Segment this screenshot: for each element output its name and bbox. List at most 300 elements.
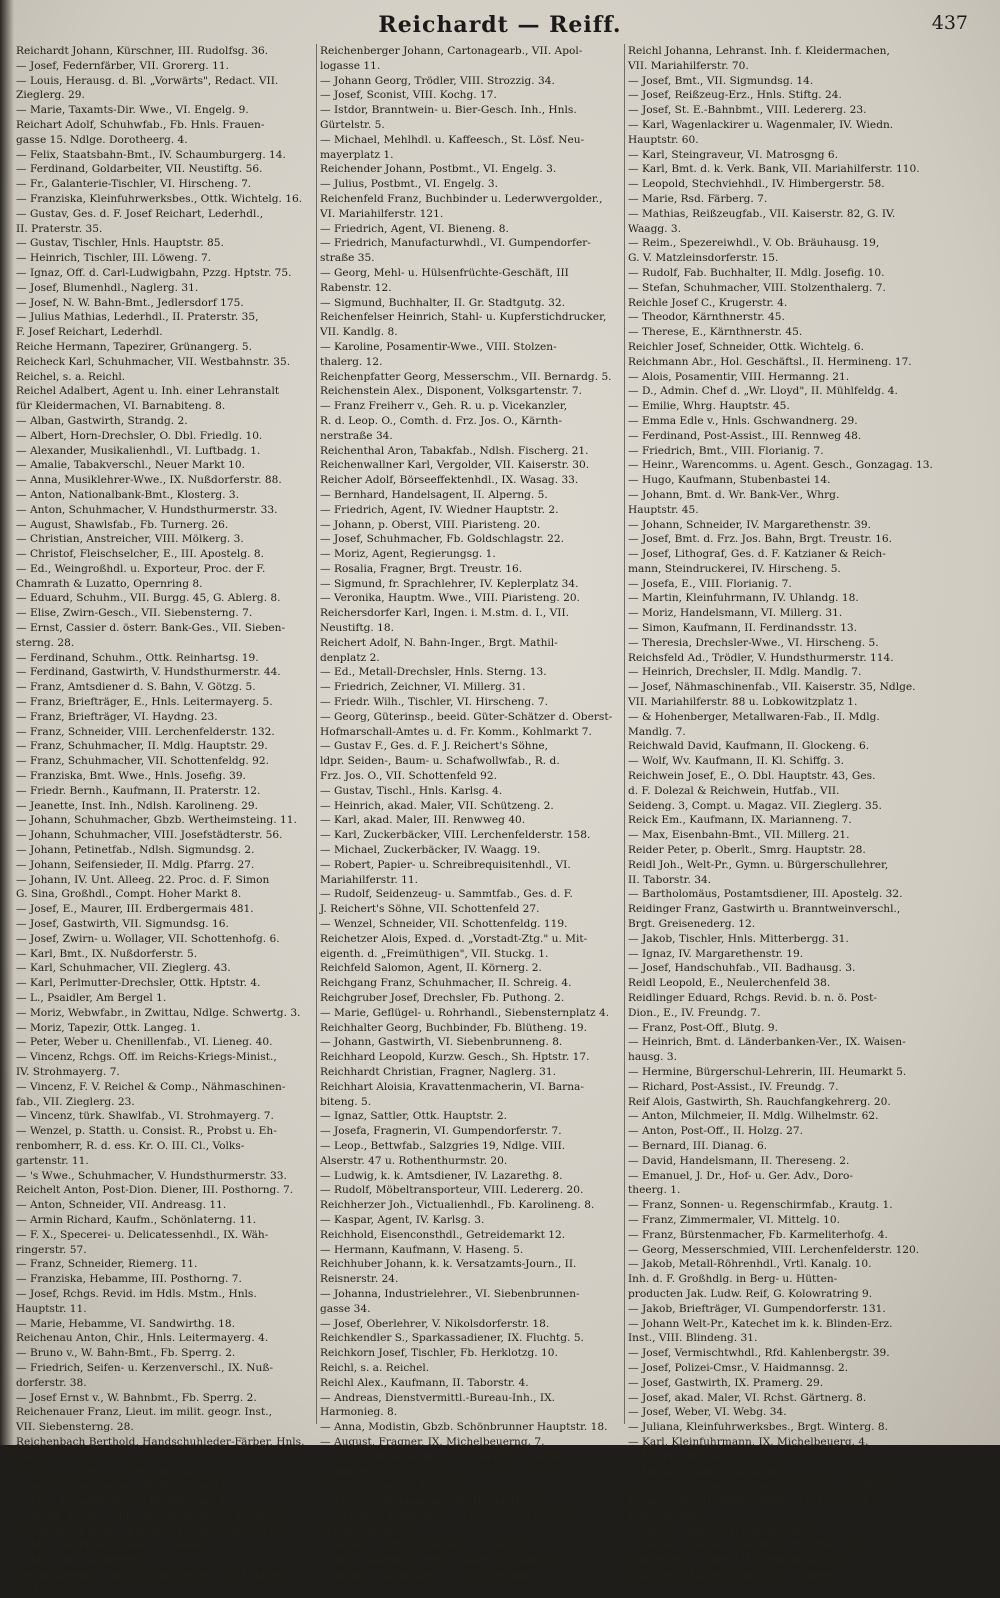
directory-entry-line: — Christof, Fleischselcher, E., III. Apostelg. 8. xyxy=(16,548,264,561)
directory-entry-line: — Rosalia, Fragner, Brgt. Treustr. 16. xyxy=(320,562,523,575)
directory-entry-line: — Michael, Zuckerbäcker, IV. Waagg. 19. xyxy=(320,844,541,857)
directory-entry-line: VII. Mariahilferstr. 88 u. Lobkowitzplatz 1. xyxy=(628,696,858,709)
directory-entry-line: — Rudolf, Ingen., IV. Karolineng. 28. xyxy=(628,1524,825,1537)
directory-entry-line: Reichler Josef, Schneider, Ottk. Wichtelg. 6. xyxy=(628,340,865,353)
directory-entry-line: Reichenpfatter Georg, Messerschm., VII. Bernardg. 5. xyxy=(320,370,612,383)
directory-entry-line: — Johann, Gastwirth, VI. Siebenbrunneng. 8. xyxy=(320,1036,563,1049)
directory-entry-line: gasse 15. Ndlge. Dorotheerg. 4. xyxy=(16,133,188,146)
directory-entry-line: — Michael, Handelsmann, Graben 31. xyxy=(16,1539,221,1552)
directory-entry-line: — Emma Edle v., Hnls. Gschwandnerg. 29. xyxy=(628,414,858,427)
directory-entry-line: Reichel, s. a. Reichl. xyxy=(16,370,126,383)
directory-entry-line: Reidl Leopold, E., Neulerchenfeld 38. xyxy=(628,977,831,990)
directory-entry-line: — Wenzel, p. Statth. u. Consist. R., Probst u. Eh- xyxy=(16,1125,277,1138)
directory-entry-line: biteng. 5. xyxy=(320,1095,372,1108)
directory-entry-line: — Moriz, Kanzlist, Gonzagag. 11. xyxy=(628,1465,807,1478)
directory-entry-line: Reichenberg Heinr., Kaufm., IV. Schleismühlg. 16. xyxy=(16,1524,286,1537)
directory-entry-line: Rabenstr. 12. xyxy=(320,281,392,294)
directory-entry-line: Hauptstr. 11. xyxy=(16,1302,87,1315)
directory-entry-line: mann, Steindruckerei, IV. Hirscheng. 5. xyxy=(628,562,841,575)
directory-entry-line: — Franziska, Kleinfuhrwerksbes., Ottk. Wichtelg. 16. xyxy=(16,192,303,205)
directory-entry-line: sterng. 28. xyxy=(16,636,75,649)
directory-entry-line: — Karl, Wagenlackirer u. Wagenmaler, IV. Wiedn. xyxy=(628,118,894,131)
directory-entry-line: — Ignaz, IV. Margarethenstr. 19. xyxy=(628,947,804,960)
directory-entry-line: — Josef, Bmt., VII. Sigmundsg. 14. xyxy=(628,74,814,87)
directory-entry-line: Chamrath & Luzatto, Opernring 8. xyxy=(16,577,203,590)
directory-entry-line: — Wenzel, Schneider, VII. Schottenfeldg. 119. xyxy=(320,918,568,931)
directory-entry-line: — Franz, Schuhmacher, Sh. Hauptstr. 31. xyxy=(320,1495,543,1508)
directory-entry-line: — Georg, Messerschmied, VIII. Lerchenfelderstr. 120. xyxy=(628,1243,920,1256)
directory-entry-line: Reif Alois, Gastwirth, Sh. Rauchfangkehrerg. 20. xyxy=(628,1095,891,1108)
directory-entry-line: II. Taborstr. 34. xyxy=(628,873,712,886)
directory-entry-line: — Jeanette, Inst. Inh., Ndlsh. Karolineng. 29. xyxy=(16,799,258,812)
directory-entry-line: — Friedrich, Seifen- u. Kerzenverschl., IX. Nuß- xyxy=(16,1361,274,1374)
directory-entry-line: — Julius, Postbmt., VI. Engelg. 3. xyxy=(320,178,498,191)
directory-entry-line: — Moriz, Tapezir, Ottk. Langeg. 1. xyxy=(16,1021,201,1034)
directory-entry-line: F. Josef Reichart, Lederhdl. xyxy=(16,326,163,339)
directory-entry-line: — Rosa F., Sonnen- u. Regenschirmfab., IV. Wiedn. xyxy=(628,1480,901,1493)
directory-entry-line: IV. Strohmayerg. 7. xyxy=(16,1065,120,1078)
directory-entry-line: Reisnerstr. 24. xyxy=(320,1273,399,1286)
directory-entry-line: — Alexander, Musikalienhdl., VI. Luftbadg. 1. xyxy=(16,444,261,457)
directory-entry-line: — Karl, Bmt., IX. Nußdorferstr. 5. xyxy=(16,947,198,960)
directory-entry-line: Reichart Adolf, Schuhwfab., Fb. Hnls. Frauen- xyxy=(16,118,265,131)
directory-entry-line: — Josef, Polizei-Cmsr., V. Haidmannsg. 2. xyxy=(628,1361,849,1374)
directory-entry-line: — 's Wwe., Schuhmacher, V. Hundsthurmerstr. 33. xyxy=(16,1169,287,1182)
directory-entry-line: Reichenberger Johann, Cartonagearb., VII. Apol- xyxy=(320,45,583,57)
directory-entry-line: — Anton, Schneider, VII. Andreasg. 11. xyxy=(16,1199,227,1212)
directory-entry-line: — Anton, Post-Off., II. Holzg. 27. xyxy=(628,1125,803,1138)
directory-entry-line: producten Jak. Ludw. Reif, G. Kolowratring 9. xyxy=(628,1287,873,1300)
directory-entry-line: — Joh., Wagenlackirer u. Maler, III. Salmg. 5. xyxy=(320,1554,564,1567)
directory-entry-line: Waagg. 3. xyxy=(628,222,682,235)
directory-entry-line: Mariahilferstr. 11. xyxy=(320,873,418,886)
directory-entry-line: Hauptstr. 60. xyxy=(320,1465,391,1478)
directory-entry-line: denplatz 2. xyxy=(320,651,380,664)
directory-entry-line: Reichenberger Franz, Branntweinerz., N. Lchf. verl. xyxy=(16,1569,297,1582)
directory-entry-line: — Juliana, Kleinfuhrwerksbes., Brgt. Winterg. 8. xyxy=(628,1421,889,1434)
directory-entry-line: — Heinrich, Bmt. d. Länderbanken-Ver., IX. Waisen- xyxy=(628,1036,906,1049)
directory-entry-line: Reichgang Franz, Schuhmacher, II. Schreig. 4. xyxy=(320,977,572,990)
column-rule xyxy=(316,44,317,1424)
directory-entry-line: — Mathias, Reißzeugfab., VII. Kaiserstr. 82, G. IV. xyxy=(628,207,896,220)
directory-entry-line: — Johanna, Industrielehrer., VI. Siebenbrunnen- xyxy=(320,1287,580,1300)
directory-entry-line: — Fr., Galanterie-Tischler, VI. Hirscheng. 7. xyxy=(16,178,252,191)
directory-entry-line: Zinkg. 289. xyxy=(16,1583,78,1596)
directory-entry-line: — Alban, Gastwirth, Strandg. 2. xyxy=(16,414,188,427)
directory-entry-line: — Josef, St. E.-Bahnbmt., VIII. Ledererg. 23. xyxy=(628,104,867,117)
directory-entry-line: — Josef, Federnfärber, VII. Grorerg. 11. xyxy=(16,59,229,72)
directory-entry-line: — Rudolf, Möbeltransporteur, VIII. Ledererg. 20. xyxy=(320,1184,584,1197)
directory-entry-line: — Josef, Oberlehrer, V. Nikolsdorferstr. 18. xyxy=(320,1317,550,1330)
directory-entry-line: — Friedrich, Manufacturwhdl., VI. Gumpendorfer- xyxy=(320,237,591,250)
directory-entry-line: — Franziska, Bmt. Wwe., Hnls. Josefig. 39. xyxy=(16,770,246,783)
directory-entry-line: Reichenfelser Heinrich, Stahl- u. Kupferstichdrucker, xyxy=(320,311,607,324)
directory-entry-line: — Josef Ernst v., W. Bahnbmt., Fb. Sperrg. 2. xyxy=(16,1391,257,1404)
directory-entry-line: — Johann, Zimmerputzer, IV. Goldeggg. 28. xyxy=(320,1569,553,1582)
directory-entry-line: — Istdor, Branntwein- u. Bier-Gesch. Inh., Hnls. xyxy=(320,104,577,117)
directory-entry-line: — Anton, Nationalbank-Bmt., Klosterg. 3. xyxy=(16,488,240,501)
directory-entry-line: — Josef, Sconist, VIII. Kochg. 17. xyxy=(320,89,497,102)
directory-entry-line: Reichkendler S., Sparkassadiener, IX. Fluchtg. 5. xyxy=(320,1332,584,1345)
directory-entry-line: — Marie, Geflügel- u. Rohrhandl., Siebensternplatz 4. xyxy=(320,1006,610,1019)
directory-entry-line: — Josef, Zwirn- u. Wollager, VII. Schottenhofg. 6. xyxy=(16,932,280,945)
directory-entry-line: — Andreas, Dienstvermittl.-Bureau-Inh., IX. xyxy=(320,1391,555,1404)
directory-entry-line: — Vincenz, türk. Shawlfab., VI. Strohmayerg. 7. xyxy=(16,1110,274,1123)
directory-entry-line: — Stefan, Schuhmacher, VIII. Stolzenthalerg. 7. xyxy=(628,281,886,294)
directory-entry-line: — Ignaz, Sattler, Ottk. Hauptstr. 2. xyxy=(320,1110,507,1123)
directory-entry-line: — Josef, Schuhmacher, IX. Wieseng. 15. xyxy=(16,1480,230,1493)
directory-entry-line: Inh. d. F. Großhdlg. in Berg- u. Hütten- xyxy=(628,1273,838,1286)
directory-entry-line: Reichsfeld Ad., Trödler, V. Hundsthurmerstr. 114. xyxy=(628,651,894,664)
directory-entry-line: — Richard, Post-Assist., IV. Freundg. 7. xyxy=(628,1080,839,1093)
directory-entry-line: — Ed., Metall-Drechsler, Hnls. Sterng. 13. xyxy=(320,666,547,679)
page-number: 437 xyxy=(931,12,968,34)
directory-entry-line: — Franz, Briefträger, VI. Haydng. 23. xyxy=(16,710,218,723)
directory-entry-line: — Johann, p. Oberst, VIII. Piaristeng. 20. xyxy=(320,518,541,531)
directory-entry-line: — Franz, Amtsdiener d. S. Bahn, V. Götzg. 5. xyxy=(16,681,256,694)
directory-entry-line: — Moriz, Webwfabr., in Zwittau, Ndlge. Schwertg. 3. xyxy=(16,1006,301,1019)
directory-entry-line: — Veronika, Hauptm. Wwe., VIII. Piaristeng. 20. xyxy=(320,592,580,605)
directory-entry-line: Reidl Joh., Welt-Pr., Gymn. u. Bürgerschullehrer, xyxy=(628,858,889,871)
directory-entry-line: — Josef, Gastwirth, VII. Sigmundsg. 16. xyxy=(16,918,229,931)
directory-entry-line: — Friedrich, Bmt., VIII. Florianig. 7. xyxy=(628,444,824,457)
directory-entry-line: Sackg. 15. xyxy=(16,1450,73,1463)
directory-entry-line: — Karl, Postamtsdiener, IX. Wieseng. 15. xyxy=(16,1495,237,1508)
directory-entry-line: — Sigmund, Buchhalter, II. Gr. Stadtgutg. 32. xyxy=(320,296,565,309)
directory-entry-line: — Franz, Wagenlackirer u. Maler, IV. Wiedner xyxy=(320,1450,567,1463)
directory-entry-line: Zieglerg. 29. xyxy=(16,89,85,102)
directory-entry-line: — Josef, E., Maurer, III. Erdbergermais 481. xyxy=(16,903,254,916)
directory-entry-line: Reichhard Leopold, Kurzw. Gesch., Sh. Hptstr. 17. xyxy=(320,1051,590,1064)
directory-entry-line: — Emilie, Whrg. Hauptstr. 45. xyxy=(628,400,790,413)
directory-entry-line: hausg. 3. xyxy=(628,1051,678,1064)
directory-entry-line: — Anna, Modistin, Gbzb. Schönbrunner Hauptstr. 18. xyxy=(320,1421,608,1434)
directory-entry-line: — Franz, Schneider, VIII. Lerchenfelderstr. 132. xyxy=(16,725,275,738)
directory-entry-line: — Heinrich, akad. Maler, VII. Schützeng. 2. xyxy=(320,799,554,812)
directory-entry-line: — Josef, Lithograf, Ges. d. F. Katzianer & Reich- xyxy=(628,548,886,561)
directory-entry-line: — Hermine, Bürgerschul-Lehrerin, III. Heumarkt 5. xyxy=(628,1065,907,1078)
directory-entry-line: Reick Em., Kaufmann, IX. Marianneng. 7. xyxy=(628,814,852,827)
directory-entry-line: Reichwein Josef, E., O. Dbl. Hauptstr. 43, Ges. xyxy=(628,770,876,783)
directory-entry-line: Hauptstr. 60. xyxy=(628,133,699,146)
directory-entry-line: — Johann Welt-Pr., Katechet im k. k. Blinden-Erz. xyxy=(628,1317,893,1330)
directory-entry-line: — Josefa, Fragnerin, VI. Gumpendorferstr. 7. xyxy=(320,1125,562,1138)
directory-entry-line: Frz. Jos. O., VII. Schottenfeld 92. xyxy=(320,770,498,783)
directory-entry-line: Reichle Josef C., Krugerstr. 4. xyxy=(628,296,788,309)
directory-entry-line: — Josef, Schuhmacher, Fb. Goldschlagstr. 22. xyxy=(320,533,564,546)
directory-entry-line: — Emanuel, J. Dr., Hof- u. Ger. Adv., Doro- xyxy=(628,1169,853,1182)
directory-entry-line: — Josef, Nähmaschinenfab., VII. Kaiserstr. 35, Ndlge. xyxy=(628,681,916,694)
directory-entry-line: — Josef, Vermischtwhdl., Rfd. Kahlenbergstr. 39. xyxy=(628,1347,890,1360)
directory-entry-line: — Josef, Weber, VI. Webg. 34. xyxy=(628,1406,787,1419)
directory-entry-line: G. Sina, Großhdl., Compt. Hoher Markt 8. xyxy=(16,888,242,901)
directory-entry-line: — Heinrich, Kaufmann, V. Franzensg. 17, G. IV. xyxy=(320,1509,574,1522)
directory-entry-line: — Ed., Weingroßhdl. u. Exporteur, Proc. der F. xyxy=(16,562,266,575)
column-3 xyxy=(628,44,968,1582)
directory-entry-line: — Heinrich, Drechsler, II. Mdlg. Mandlg. 7. xyxy=(628,666,862,679)
directory-entry-line: Reichfeld Salomon, Agent, II. Körnerg. 2. xyxy=(320,962,542,975)
directory-entry-line: Reichenauer Franz, Lieut. im milit. geogr. Inst., xyxy=(16,1406,272,1419)
directory-entry-line: Reichwald David, Kaufmann, II. Glockeng. 6. xyxy=(628,740,870,753)
directory-entry-line: — Franz Freiherr v., Geh. R. u. p. Vicekanzler, xyxy=(320,400,568,413)
page-title: Reichardt — Reiff. xyxy=(378,12,622,38)
directory-entry-line: — & Hohenberger, Metallwaren-Fab., II. Mdlg. xyxy=(628,710,880,723)
directory-entry-line: — Franz, Bürstenmacher, Fb. Karmeliterhofg. 4. xyxy=(628,1228,888,1241)
directory-entry-line: VII. Mariahilferstr. 70. xyxy=(628,59,749,72)
directory-entry-line: — Johann, Schuhmacher, VIII. Josefstädterstr. 56. xyxy=(16,829,283,842)
directory-entry-line: Reichl Johanna, Lehranst. Inh. f. Kleidermachen, xyxy=(628,45,890,57)
directory-entry-line: — Bartholomäus, Postamtsdiener, III. Apostelg. 32. xyxy=(628,888,903,901)
directory-entry-line: — Julius Mathias, Lederhdl., II. Praterstr. 35, xyxy=(16,311,259,324)
directory-entry-line: Reiff Betti, Kinder-Confection, Seilerg. 7. xyxy=(628,1569,850,1582)
scan-edge-shadow xyxy=(0,0,14,1445)
directory-entry-line: — Felix, Staatsbahn-Bmt., IV. Schaumburgerg. 14. xyxy=(16,148,286,161)
directory-entry-line: Reichl Alex., Kaufmann, II. Taborstr. 4. xyxy=(320,1376,529,1389)
directory-entry-line: — Johann, Vermischtwhdl., V. Grüng. 22. xyxy=(320,1539,539,1552)
directory-entry-line: Reichenstein Alex., Disponent, Volksgartenstr. 7. xyxy=(320,385,583,398)
directory-entry-line: — Vincenz, F. V. Reichel & Comp., Nähmaschinen- xyxy=(16,1080,286,1093)
directory-entry-line: — Karl, Steingraveur, VI. Matrosgng 6. xyxy=(628,148,838,161)
directory-entry-line: — L., Psaidler, Am Bergel 1. xyxy=(16,992,167,1004)
directory-entry-line: — Ferdinand, Gastwirth, V. Hundsthurmerstr. 44. xyxy=(16,666,281,679)
directory-entry-line: — Franz, Schuhmacher, II. Mdlg. Hauptstr. 29. xyxy=(16,740,268,753)
directory-entry-line: Reicheck Karl, Schuhmacher, VII. Westbahnstr. 35. xyxy=(16,355,291,368)
directory-entry-line: — Moriz, Handelsmann, VI. Millerg. 31. xyxy=(628,607,843,620)
directory-entry-line: — Rudolf, Fab. Buchhalter, II. Mdlg. Josefig. 10. xyxy=(628,266,885,279)
directory-entry-line: mayerplatz 1. xyxy=(320,148,394,161)
directory-entry-line: Reichmann Abr., Hol. Geschäftsl., II. Hermineng. 17. xyxy=(628,355,912,368)
directory-entry-line: Reichhardt Christian, Fragner, Naglerg. 31. xyxy=(320,1065,557,1078)
page-header xyxy=(0,6,1000,46)
directory-entry-line: — Reinh. Freih. v., Ph. Dr., Chemiker, IV. Karlsg. 5. xyxy=(16,1509,289,1522)
directory-entry-line: — Josef, Reißzeug-Erz., Hnls. Stiftg. 24. xyxy=(628,89,842,102)
directory-entry-line: — Peter, Weber u. Chenillenfab., VI. Lieneg. 40. xyxy=(16,1036,273,1049)
directory-entry-line: — Karl, Kleinfuhrmann, IX. Michelbeuerg. 4. xyxy=(628,1435,869,1448)
directory-entry-line: — Gustav, Tischl., Hnls. Karlsg. 4. xyxy=(320,784,503,797)
directory-entry-line: — Marie, Rsd. Färberg. 7. xyxy=(628,192,768,205)
directory-entry-line: — Moriz, Agent, Regierungsg. 1. xyxy=(320,548,496,561)
directory-entry-line: — David, Handelsmann, II. Thereseng. 2. xyxy=(628,1154,850,1167)
directory-entry-line: Reichenwallner Karl, Vergolder, VII. Kaiserstr. 30. xyxy=(320,459,590,472)
directory-entry-line: Margarethenstr. 6. xyxy=(320,1524,422,1537)
directory-entry-line: — Georg, Ingen., II. Novarag. 44. xyxy=(16,1465,196,1478)
directory-entry-line: — Georg, Mehl- u. Hülsenfrüchte-Geschäft, III xyxy=(320,266,569,279)
directory-entry-line: — Franz, Briefträger, E., Hnls. Leitermayerg. 5. xyxy=(16,696,273,709)
directory-entry-line: Alserstr. 47 u. Rothenthurmstr. 20. xyxy=(320,1154,508,1167)
directory-entry-line: VI. Mariahilferstr. 121. xyxy=(320,207,444,220)
directory-entry-line: — Bruno v., W. Bahn-Bmt., Fb. Sperrg. 2. xyxy=(16,1347,236,1360)
directory-entry-line: — Rudolf, Seidenzeug- u. Sammtfab., Ges. d. F. xyxy=(320,888,573,901)
directory-entry-line: — Wolf, Wv. Kaufmann, II. Kl. Schiffg. 3. xyxy=(628,755,844,768)
directory-entry-line: G. V. Matzleinsdorferstr. 15. xyxy=(628,252,779,265)
directory-entry-line: — Franz, Post-Off., Blutg. 9. xyxy=(628,1021,778,1034)
directory-entry-line: — Simon, Kaufmann, II. Ferdinandsstr. 13. xyxy=(628,622,858,635)
directory-entry-line: — Bernhard, Handelsagent, II. Alperng. 5. xyxy=(320,488,548,501)
directory-entry-line: Reichl, s. a. Reichel. xyxy=(320,1361,430,1374)
directory-entry-line: fab., VII. Zieglerg. 23. xyxy=(16,1095,135,1108)
directory-entry-line: — Ignaz, Off. d. Carl-Ludwigbahn, Pzzg. Hptstr. 75. xyxy=(16,266,292,279)
directory-entry-line: — Therese, E., Kärnthnerstr. 45. xyxy=(628,326,803,339)
directory-entry-line: Reichgruber Josef, Drechsler, Fb. Puthong. 2. xyxy=(320,992,565,1004)
directory-entry-line: — Josef, Handschuhfab., VII. Badhausg. 3. xyxy=(628,962,856,975)
directory-entry-line: — Gustav F., Ges. d. F. J. Reichert's Söhne, xyxy=(320,740,549,753)
directory-entry-line: — Ludwig, k. k. Amtsdiener, IV. Lazarethg. 8. xyxy=(320,1169,563,1182)
directory-entry-line: — Friedrich, Agent, VI. Bieneng. 8. xyxy=(320,222,509,235)
directory-entry-line: — Armin Richard, Kaufm., Schönlaterng. 11. xyxy=(16,1213,257,1226)
directory-entry-line: — Josef, Rchgs. Revid. im Hdls. Mstm., Hnls. xyxy=(16,1287,257,1300)
directory-entry-line: ringerstr. 57. xyxy=(16,1243,87,1256)
directory-entry-line: Reichardt Johann, Kürschner, III. Rudolfsg. 36. xyxy=(16,45,269,57)
directory-entry-line: — Jakob, Metall-Röhrenhdl., Vrtl. Kanalg. 10. xyxy=(628,1258,872,1271)
directory-entry-line: — Christian, Anstreicher, VIII. Mölkerg. 3. xyxy=(16,533,244,546)
directory-entry-line: Gürtelstr. 5. xyxy=(320,118,385,131)
directory-entry-line: — Johann Georg, Trödler, VIII. Strozzig. 34. xyxy=(320,74,555,87)
directory-entry-line: — Heinrich, Tischler, III. Löweng. 7. xyxy=(16,252,212,265)
directory-entry-line: Dion., E., IV. Freundg. 7. xyxy=(628,1006,761,1019)
directory-entry-line: gartenstr. 11. xyxy=(16,1154,89,1167)
directory-entry-line: — Josefa, E., VIII. Florianig. 7. xyxy=(628,577,792,590)
directory-entry-line: Brgt. Greisenederg. 12. xyxy=(628,918,756,931)
directory-entry-line: — Johann, Petinetfab., Ndlsh. Sigmundsg. 2. xyxy=(16,844,255,857)
directory-entry-line: d. F. Dolezal & Reichwein, Hutfab., VII. xyxy=(628,784,840,797)
directory-entry-line: Reichelt Anton, Post-Dion. Diener, III. Posthorng. 7. xyxy=(16,1184,294,1197)
directory-entry-line: Reicher Adolf, Börseeffektenhdl., IX. Wasag. 33. xyxy=(320,474,579,487)
directory-entry-line: Hauptstraße 81, Ndlge. Rothg. 19, Krautg. 2 u. xyxy=(628,1495,882,1508)
directory-entry-line: — Johann, IV. Unt. Alleeg. 22. Proc. d. F. Simon xyxy=(16,873,270,886)
directory-entry-line: — Franziska, Hebamme, III. Posthorng. 7. xyxy=(16,1273,242,1286)
directory-entry-line: — Johann, Schneider, IV. Margarethenstr. 39. xyxy=(628,518,872,531)
directory-entry-line: II. Praterstr. 35. xyxy=(16,222,103,235)
directory-entry-line: — Johann, Bmt. d. Wr. Bank-Ver., Whrg. xyxy=(628,488,840,501)
directory-entry-line: Inst., VIII. Blindeng. 31. xyxy=(628,1332,758,1345)
directory-entry-line: — Friedrich, Agent, IV. Wiedner Hauptstr. 2. xyxy=(320,503,559,516)
column-1 xyxy=(16,44,316,1596)
directory-entry-line: — Franz, Schuhmacher, VII. Schottenfeldg. 92. xyxy=(16,755,269,768)
directory-entry-line: — Ferdinand, Goldarbeiter, VII. Neustiftg. 56. xyxy=(16,163,263,176)
directory-entry-line: nerstraße 34. xyxy=(320,429,393,442)
directory-entry-line: Reichhuber Johann, k. k. Versatzamts-Journ., II. xyxy=(320,1258,577,1271)
directory-entry-line: Fleischmarkt 7. xyxy=(628,1509,713,1522)
directory-entry-line: Reidlinger Eduard, Rchgs. Revid. b. n. ö. Post- xyxy=(628,992,877,1004)
column-2 xyxy=(320,44,620,1582)
directory-entry-line: Reiche Hermann, Tapezirer, Grünangerg. 5. xyxy=(16,340,252,353)
directory-entry-line: Seideng. 3, Compt. u. Magaz. VII. Zieglerg. 35. xyxy=(628,799,882,812)
directory-entry-line: VII. Kandlg. 8. xyxy=(320,326,398,339)
directory-entry-line: Reichel Adalbert, Agent u. Inh. einer Lehranstalt xyxy=(16,385,280,398)
directory-entry-line: — Max, Eisenbahn-Bmt., VII. Millerg. 21. xyxy=(628,829,850,842)
directory-entry-line: ldpr. Seiden-, Baum- u. Schafwollwfab., R. d. xyxy=(320,755,560,768)
directory-entry-line: — Hermann, Kaufmann, V. Haseng. 5. xyxy=(320,1243,524,1256)
directory-entry-line: — Martin, Kleinfuhrmann, IV. Uhlandg. 18. xyxy=(628,592,859,605)
directory-entry-line: — Vincenz, Rchgs. Off. im Reichs-Kriegs-Minist., xyxy=(16,1051,277,1064)
directory-entry-line: straße 35. xyxy=(320,252,375,265)
directory-entry-line: Reichetzer Alois, Exped. d. „Vorstadt-Ztg." u. Mit- xyxy=(320,932,588,945)
directory-entry-line: — Josef, Bmt. d. Frz. Jos. Bahn, Brgt. Treustr. 16. xyxy=(628,533,892,546)
directory-entry-line: — Friedr. Wilh., Tischler, VI. Hirscheng. 7. xyxy=(320,696,548,709)
directory-entry-line: — Georg, Güterinsp., beeid. Güter-Schätzer d. Oberst- xyxy=(320,710,613,723)
directory-entry-line: — Leop., Bettwfab., Salzgries 19, Ndlge. VIII. xyxy=(320,1139,566,1152)
directory-entry-line: — Ferdinand, Post-Assist., III. Rennweg 48. xyxy=(628,429,862,442)
directory-entry-line: — Karoline, Posamentir-Wwe., VIII. Stolzen- xyxy=(320,340,557,353)
directory-entry-line: gasse 34. xyxy=(320,1302,371,1315)
directory-entry-line: — Franz, Zimmermaler, VI. Mittelg. 10. xyxy=(628,1213,840,1226)
directory-entry-line: — D., Admin. Chef d. „Wr. Lloyd", II. Mühlfeldg. 4. xyxy=(628,385,898,398)
directory-entry-line: — Josef, Blumenhdl., Naglerg. 31. xyxy=(16,281,199,294)
directory-entry-line: — Karl, akad. Maler, III. Renwweg 40. xyxy=(320,814,526,827)
directory-entry-line: — Josef, Gastwirth, IX. Pramerg. 29. xyxy=(628,1376,824,1389)
directory-entry-line: Reider Peter, p. Oberlt., Smrg. Hauptstr. 28. xyxy=(628,844,866,857)
directory-entry-line: Reiffer Felix, Ingen., II. Ferdinandstr. 31. xyxy=(628,1554,849,1567)
directory-entry-line: Reichenbach Berthold, Handschuhleder-Färber, Hnls. xyxy=(16,1435,305,1448)
directory-entry-line: Reichhart Aloisia, Kravattenmacherin, VI. Barna- xyxy=(320,1080,584,1093)
directory-entry-line: Reichhold, Eisenconsthdl., Getreidemarkt 12. xyxy=(320,1228,566,1241)
directory-entry-line: Hauptstr. 45. xyxy=(628,503,699,516)
directory-entry-line: — Friedrich, Zeichner, VI. Millerg. 31. xyxy=(320,681,526,694)
directory-entry-line: Reichherzer Joh., Victualienhdl., Fb. Karolineng. 8. xyxy=(320,1199,595,1212)
directory-entry-line: — Michael, Mehlhdl. u. Kaffeesch., St. Lösf. Neu- xyxy=(320,133,585,146)
directory-entry-line: — Johann, Seifensieder, II. Mdlg. Pfarrg. 27. xyxy=(16,858,255,871)
directory-entry-line: — Michael, VII. Breiteg. 7. xyxy=(16,1554,160,1567)
directory-entry-line: Reichhalter Georg, Buchbinder, Fb. Blütheng. 19. xyxy=(320,1021,588,1034)
directory-entry-line: — Gustav, Ges. d. F. Josef Reichart, Lederhdl., xyxy=(16,207,264,220)
directory-entry-line: — Hugo, Kaufmann, Stubenbastei 14. xyxy=(628,474,831,487)
directory-entry-line: — Marie, Taxamts-Dir. Wwe., VI. Engelg. 9. xyxy=(16,104,249,117)
directory-entry-line: eigenth. d. „Freimüthigen", VII. Stuckg. 1. xyxy=(320,947,549,960)
directory-entry-line: — Franz, Fragner, Wallnerstr. 7. xyxy=(320,1480,493,1493)
directory-entry-line: thalerg. 12. xyxy=(320,355,383,368)
directory-entry-line: — August, Fragner, IX. Michelbeuerng. 7. xyxy=(320,1435,545,1448)
directory-entry-line: — Albert, Horn-Drechsler, O. Dbl. Friedlg. 10. xyxy=(16,429,263,442)
directory-entry-line: — Gustav, Tischler, Hnls. Hauptstr. 85. xyxy=(16,237,224,250)
directory-entry-line: dorferstr. 38. xyxy=(16,1376,87,1389)
directory-entry-line: — Anton, Milchmeier, II. Mdlg. Wilhelmstr. 62. xyxy=(628,1110,879,1123)
directory-entry-line: — August, Shawlsfab., Fb. Turnerg. 26. xyxy=(16,518,229,531)
directory-entry-line: Reichenau Anton, Chir., Hnls. Leitermayerg. 4. xyxy=(16,1332,269,1345)
directory-entry-line: — Anton, Schuhmacher, V. Hundsthurmerstr. 33. xyxy=(16,503,278,516)
directory-entry-line: — Amalie, Tabakverschl., Neuer Markt 10. xyxy=(16,459,246,472)
directory-entry-line: — Friedr. Bernh., Kaufmann, II. Praterstr. 12. xyxy=(16,784,261,797)
directory-entry-line: — Sigmund, fr. Sprachlehrer, IV. Keplerplatz 34. xyxy=(320,577,579,590)
directory-entry-line: Neustiftg. 18. xyxy=(320,622,394,635)
directory-entry-line: Hofmarschall-Amtes u. d. Fr. Komm., Kohlmarkt 7. xyxy=(320,725,592,738)
directory-entry-line: VII. Siebensterng. 28. xyxy=(16,1421,134,1434)
directory-entry-line: J. Reichert's Söhne, VII. Schottenfeld 27. xyxy=(320,903,540,916)
directory-entry-line: — Kaspar, Agent, IV. Karlsg. 3. xyxy=(320,1213,485,1226)
directory-entry-line: — Karl, Zuckerbäcker, VIII. Lerchenfelderstr. 158. xyxy=(320,829,591,842)
directory-entry-line: — Ernst, Cassier d. österr. Bank-Ges., VII. Sieben- xyxy=(16,622,286,635)
directory-entry-line: Reichenfeld Franz, Buchbinder u. Lederwvergolder., xyxy=(320,192,603,205)
directory-entry-line: Reichenthal Aron, Tabakfab., Ndlsh. Fischerg. 21. xyxy=(320,444,589,457)
directory-entry-line: — Eduard, Schuhm., VII. Burgg. 45, G. Ablerg. 8. xyxy=(16,592,281,605)
directory-entry-line: Reichender Johann, Postbmt., VI. Engelg. 3. xyxy=(320,163,557,176)
directory-entry-line: — Theresia, Drechsler-Wwe., VI. Hirscheng. 5. xyxy=(628,636,879,649)
directory-entry-line: — Louis, Herausg. d. Bl. „Vorwärts", Redact. VII. xyxy=(16,74,279,87)
directory-entry-line: renbomherr, R. d. ess. Kr. O. III. Cl., Volks- xyxy=(16,1139,245,1152)
directory-entry-line: — F. X., Specerei- u. Delicatessenhdl., IX. Wäh- xyxy=(16,1228,269,1241)
directory-entry-line: — Elise, Zwirn-Gesch., VII. Siebensterng. 7. xyxy=(16,607,253,620)
directory-entry-line: — Johann, Schuhmacher, Gbzb. Wertheimsteing. 11. xyxy=(16,814,297,827)
directory-entry-line: Harmonieg. 8. xyxy=(320,1406,398,1419)
directory-entry-line: — Josef, akad. Maler, VI. Rchst. Gärtnerg. 8. xyxy=(628,1391,867,1404)
directory-entry-line: — Jakob, Tischler, Hnls. Mitterbergg. 31. xyxy=(628,932,849,945)
directory-entry-line: — Karl, Perlmutter-Drechsler, Ottk. Hptstr. 4. xyxy=(16,977,261,990)
directory-entry-line: — Leopold, Stechviehhdl., IV. Himbergerstr. 58. xyxy=(628,178,885,191)
directory-entry-line: — Karl, Bmt. d. k. Verk. Bank, VII. Mariahilferstr. 110. xyxy=(628,163,920,176)
directory-entry-line: — Franz, Schneider, Riemerg. 11. xyxy=(16,1258,198,1271)
column-rule xyxy=(624,44,625,1424)
directory-entry-line: — Rudolf, Clavierlehrer, Brgt. Brigittag. 36. xyxy=(628,1539,863,1552)
directory-entry-line: theerg. 1. xyxy=(628,1184,681,1197)
